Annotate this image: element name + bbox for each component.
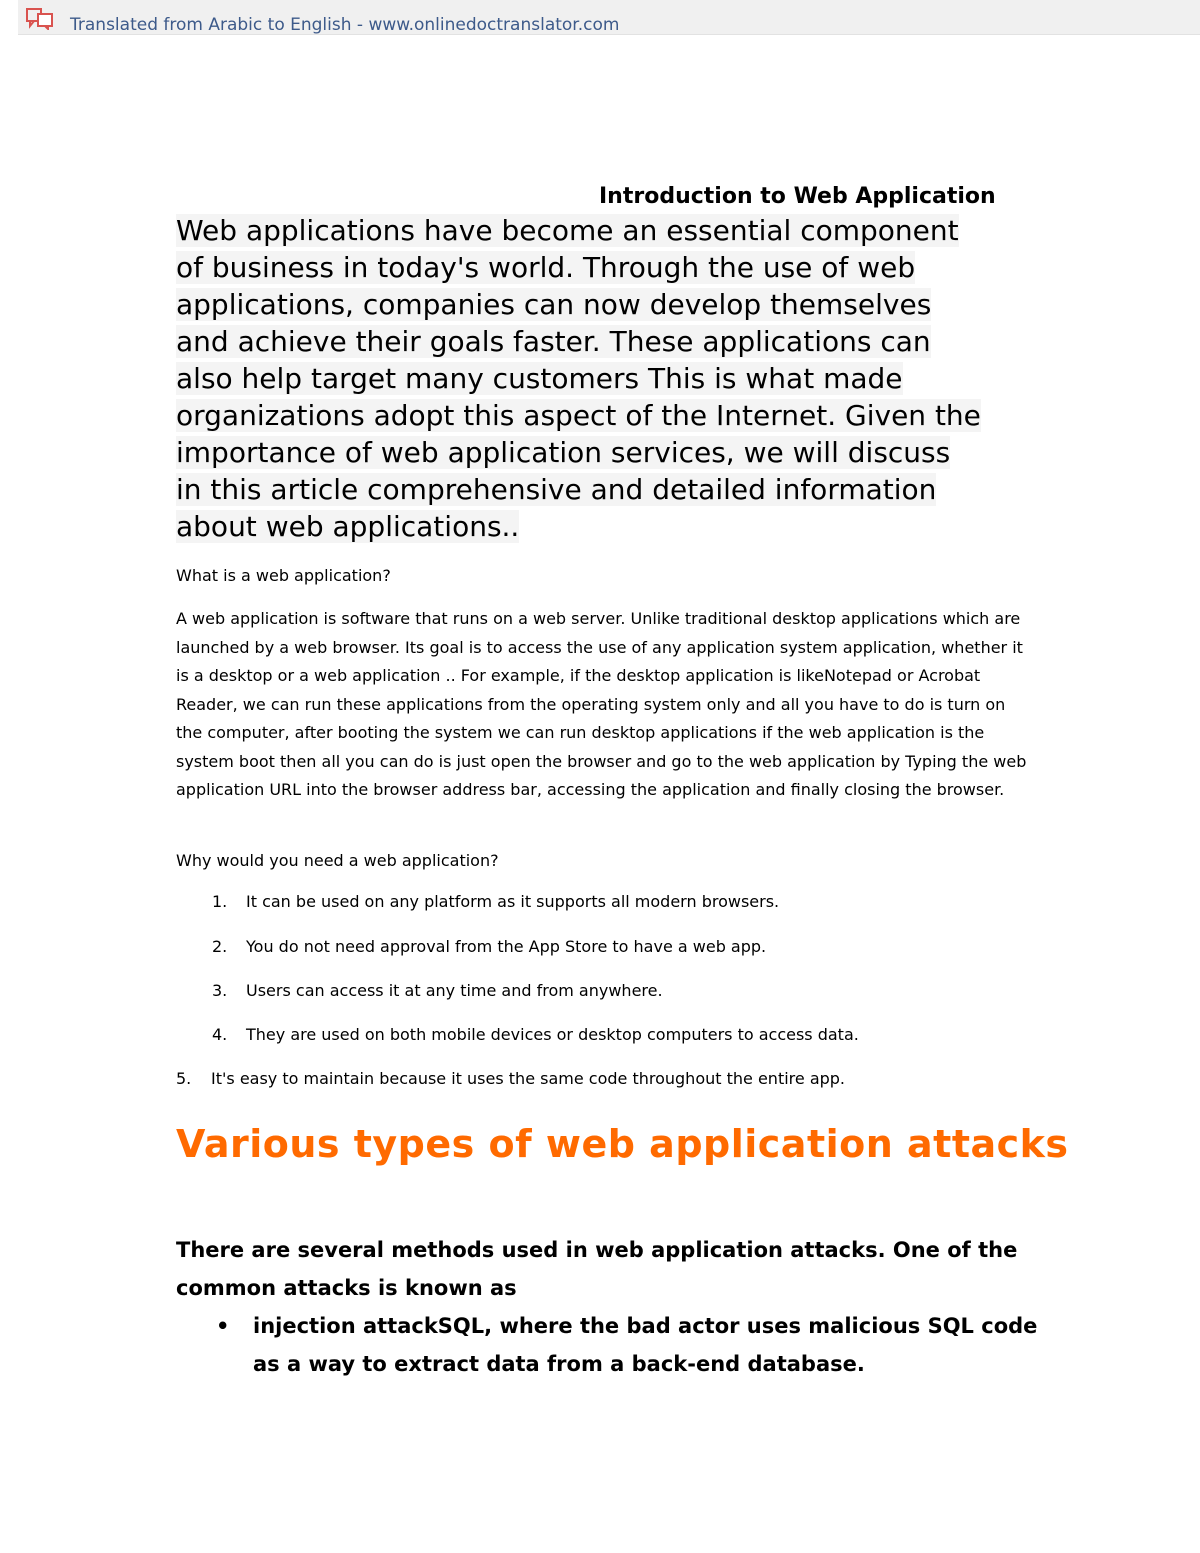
list-number: 5. — [176, 1069, 192, 1088]
attacks-intro: There are several methods used in web application attacks. One of the common attacks is known as — [176, 1238, 1018, 1300]
intro-line: applications, companies can now develop themselves — [176, 288, 932, 321]
translate-icon — [26, 8, 54, 30]
bullet-icon: • — [216, 1314, 230, 1338]
banner-text[interactable]: Translated from Arabic to English - www.onlinedoctranslator.com — [70, 15, 620, 35]
list-text: It's easy to maintain because it uses the same code throughout the entire app. — [211, 1069, 846, 1088]
intro-line: organizations adopt this aspect of the Internet. Given the — [176, 399, 981, 432]
intro-line: and achieve their goals faster. These applications can — [176, 325, 931, 358]
list-number: 3. — [212, 981, 228, 1000]
definition-paragraph: A web application is software that runs on a web server. Unlike traditional desktop applications which are launched by a web browser. Its goal is to access the use of any application system application, whether it is a desktop or a web application .. For example, if the desktop application is likeNotepad or Acrobat Reader, we can run these applications from the operating system only and all you have to do is turn on the computer, after booting the system we can run desktop applications if the web application is the system boot then all you can do is just open the browser and go to the web application by Typing the web application URL into the browser address bar, accessing the application and finally closing the browser. — [176, 609, 1027, 799]
section-heading: Various types of web application attacks — [176, 1122, 1069, 1166]
intro-line: importance of web application services, we will discuss — [176, 436, 951, 469]
question-what-is: What is a web application? — [176, 566, 391, 585]
document-title: Introduction to Web Application — [599, 184, 996, 209]
translation-banner — [18, 0, 1200, 35]
list-text: You do not need approval from the App Store to have a web app. — [246, 937, 767, 956]
list-text: It can be used on any platform as it supports all modern browsers. — [246, 892, 780, 911]
intro-line: about web applications.. — [176, 510, 520, 543]
intro-paragraph — [176, 212, 1056, 545]
list-text: Users can access it at any time and from anywhere. — [246, 981, 663, 1000]
intro-line: Web applications have become an essential component — [176, 214, 959, 247]
intro-line: of business in today's world. Through the use of web — [176, 251, 916, 284]
intro-line: in this article comprehensive and detailed information — [176, 473, 937, 506]
list-number: 1. — [212, 892, 228, 911]
list-text: They are used on both mobile devices or desktop computers to access data. — [246, 1025, 859, 1044]
list-number: 2. — [212, 937, 228, 956]
list-number: 4. — [212, 1025, 228, 1044]
bullet-text: injection attackSQL, where the bad actor uses malicious SQL code as a way to extract data from a back-end database. — [253, 1314, 1038, 1376]
question-why-need: Why would you need a web application? — [176, 851, 499, 870]
intro-line: also help target many customers This is what made — [176, 362, 903, 395]
